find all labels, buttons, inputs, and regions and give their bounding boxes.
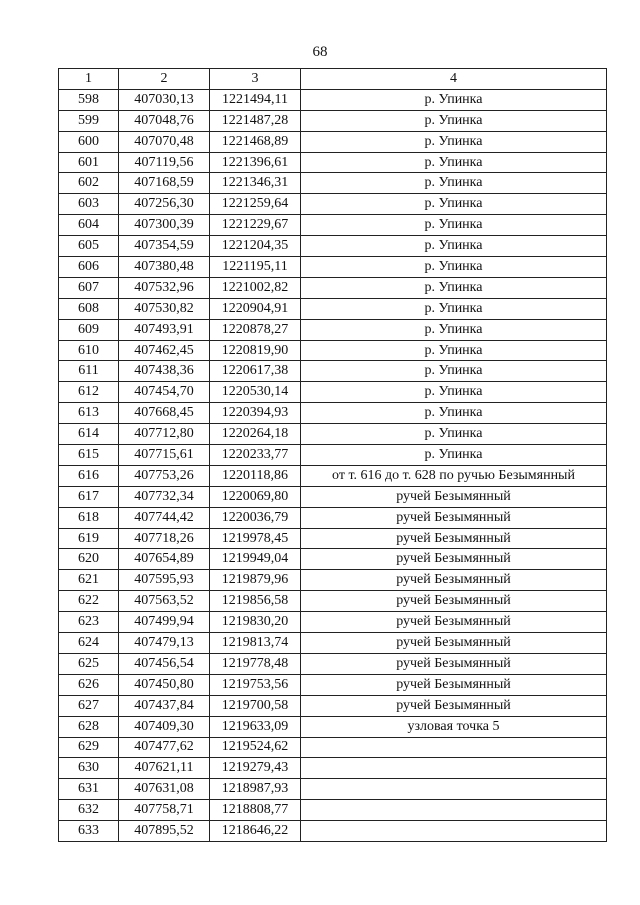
table-row <box>59 257 607 278</box>
table-row <box>59 403 607 424</box>
description-cell: р. Упинка <box>301 361 607 382</box>
y-coordinate-cell: 1221195,11 <box>210 257 301 278</box>
table-row <box>59 445 607 466</box>
point-number-cell: 599 <box>59 110 119 131</box>
description-cell: ручей Безымянный <box>301 695 607 716</box>
table-row <box>59 298 607 319</box>
point-number-cell: 623 <box>59 612 119 633</box>
description-cell: ручей Безымянный <box>301 549 607 570</box>
x-coordinate-cell: 407437,84 <box>119 695 210 716</box>
point-number-cell: 622 <box>59 591 119 612</box>
description-cell <box>301 758 607 779</box>
y-coordinate-cell: 1220878,27 <box>210 319 301 340</box>
y-coordinate-cell: 1221002,82 <box>210 277 301 298</box>
header-col-1: 1 <box>59 69 119 90</box>
y-coordinate-cell: 1218808,77 <box>210 800 301 821</box>
point-number-cell: 625 <box>59 653 119 674</box>
description-cell: р. Упинка <box>301 340 607 361</box>
y-coordinate-cell: 1219778,48 <box>210 653 301 674</box>
table-row <box>59 194 607 215</box>
x-coordinate-cell: 407530,82 <box>119 298 210 319</box>
point-number-cell: 629 <box>59 737 119 758</box>
description-cell: ручей Безымянный <box>301 653 607 674</box>
table-row <box>59 215 607 236</box>
table-row <box>59 340 607 361</box>
y-coordinate-cell: 1221487,28 <box>210 110 301 131</box>
y-coordinate-cell: 1219524,62 <box>210 737 301 758</box>
y-coordinate-cell: 1221346,31 <box>210 173 301 194</box>
y-coordinate-cell: 1220904,91 <box>210 298 301 319</box>
table-row <box>59 277 607 298</box>
description-cell: р. Упинка <box>301 382 607 403</box>
x-coordinate-cell: 407532,96 <box>119 277 210 298</box>
description-cell: р. Упинка <box>301 257 607 278</box>
description-cell: р. Упинка <box>301 215 607 236</box>
y-coordinate-cell: 1220069,80 <box>210 486 301 507</box>
x-coordinate-cell: 407668,45 <box>119 403 210 424</box>
table-body <box>59 89 607 841</box>
y-coordinate-cell: 1220118,86 <box>210 465 301 486</box>
page-number: 68 <box>312 44 328 60</box>
description-cell <box>301 800 607 821</box>
table-row <box>59 821 607 842</box>
point-number-cell: 600 <box>59 131 119 152</box>
point-number-cell: 606 <box>59 257 119 278</box>
point-number-cell: 608 <box>59 298 119 319</box>
x-coordinate-cell: 407563,52 <box>119 591 210 612</box>
y-coordinate-cell: 1219879,96 <box>210 570 301 591</box>
description-cell: ручей Безымянный <box>301 528 607 549</box>
y-coordinate-cell: 1220819,90 <box>210 340 301 361</box>
x-coordinate-cell: 407454,70 <box>119 382 210 403</box>
table-row <box>59 549 607 570</box>
y-coordinate-cell: 1219753,56 <box>210 674 301 695</box>
x-coordinate-cell: 407479,13 <box>119 633 210 654</box>
x-coordinate-cell: 407715,61 <box>119 445 210 466</box>
table-row <box>59 89 607 110</box>
x-coordinate-cell: 407450,80 <box>119 674 210 695</box>
point-number-cell: 632 <box>59 800 119 821</box>
header-col-4: 4 <box>301 69 607 90</box>
x-coordinate-cell: 407712,80 <box>119 424 210 445</box>
point-number-cell: 631 <box>59 779 119 800</box>
point-number-cell: 627 <box>59 695 119 716</box>
table-row <box>59 612 607 633</box>
table-row <box>59 152 607 173</box>
x-coordinate-cell: 407380,48 <box>119 257 210 278</box>
table-row <box>59 507 607 528</box>
x-coordinate-cell: 407070,48 <box>119 131 210 152</box>
y-coordinate-cell: 1219813,74 <box>210 633 301 654</box>
x-coordinate-cell: 407631,08 <box>119 779 210 800</box>
description-cell: ручей Безымянный <box>301 633 607 654</box>
y-coordinate-cell: 1221229,67 <box>210 215 301 236</box>
table-row <box>59 528 607 549</box>
table-row <box>59 361 607 382</box>
point-number-cell: 618 <box>59 507 119 528</box>
x-coordinate-cell: 407119,56 <box>119 152 210 173</box>
table-row <box>59 424 607 445</box>
description-cell: р. Упинка <box>301 298 607 319</box>
x-coordinate-cell: 407753,26 <box>119 465 210 486</box>
x-coordinate-cell: 407595,93 <box>119 570 210 591</box>
header-col-2: 2 <box>119 69 210 90</box>
y-coordinate-cell: 1220036,79 <box>210 507 301 528</box>
table-row <box>59 758 607 779</box>
table-row <box>59 236 607 257</box>
description-cell: р. Упинка <box>301 236 607 257</box>
point-number-cell: 613 <box>59 403 119 424</box>
point-number-cell: 609 <box>59 319 119 340</box>
point-number-cell: 611 <box>59 361 119 382</box>
description-cell: р. Упинка <box>301 194 607 215</box>
x-coordinate-cell: 407744,42 <box>119 507 210 528</box>
point-number-cell: 619 <box>59 528 119 549</box>
description-cell: р. Упинка <box>301 277 607 298</box>
x-coordinate-cell: 407168,59 <box>119 173 210 194</box>
table-row <box>59 131 607 152</box>
y-coordinate-cell: 1219830,20 <box>210 612 301 633</box>
description-cell <box>301 779 607 800</box>
y-coordinate-cell: 1218987,93 <box>210 779 301 800</box>
description-cell: ручей Безымянный <box>301 486 607 507</box>
y-coordinate-cell: 1220394,93 <box>210 403 301 424</box>
description-cell: ручей Безымянный <box>301 507 607 528</box>
y-coordinate-cell: 1219279,43 <box>210 758 301 779</box>
y-coordinate-cell: 1219700,58 <box>210 695 301 716</box>
description-cell: р. Упинка <box>301 152 607 173</box>
x-coordinate-cell: 407621,11 <box>119 758 210 779</box>
x-coordinate-cell: 407300,39 <box>119 215 210 236</box>
table-row <box>59 800 607 821</box>
x-coordinate-cell: 407493,91 <box>119 319 210 340</box>
y-coordinate-cell: 1219856,58 <box>210 591 301 612</box>
point-number-cell: 602 <box>59 173 119 194</box>
point-number-cell: 598 <box>59 89 119 110</box>
header-col-3: 3 <box>210 69 301 90</box>
x-coordinate-cell: 407456,54 <box>119 653 210 674</box>
point-number-cell: 630 <box>59 758 119 779</box>
table-row <box>59 382 607 403</box>
y-coordinate-cell: 1221396,61 <box>210 152 301 173</box>
point-number-cell: 610 <box>59 340 119 361</box>
y-coordinate-cell: 1218646,22 <box>210 821 301 842</box>
x-coordinate-cell: 407462,45 <box>119 340 210 361</box>
description-cell: узловая точка 5 <box>301 716 607 737</box>
y-coordinate-cell: 1220264,18 <box>210 424 301 445</box>
y-coordinate-cell: 1220617,38 <box>210 361 301 382</box>
description-cell: ручей Безымянный <box>301 591 607 612</box>
description-cell: р. Упинка <box>301 424 607 445</box>
table-row <box>59 110 607 131</box>
point-number-cell: 612 <box>59 382 119 403</box>
table-row <box>59 653 607 674</box>
table-row <box>59 674 607 695</box>
point-number-cell: 624 <box>59 633 119 654</box>
description-cell: ручей Безымянный <box>301 612 607 633</box>
x-coordinate-cell: 407758,71 <box>119 800 210 821</box>
point-number-cell: 607 <box>59 277 119 298</box>
x-coordinate-cell: 407477,62 <box>119 737 210 758</box>
x-coordinate-cell: 407409,30 <box>119 716 210 737</box>
y-coordinate-cell: 1220530,14 <box>210 382 301 403</box>
y-coordinate-cell: 1221494,11 <box>210 89 301 110</box>
point-number-cell: 601 <box>59 152 119 173</box>
x-coordinate-cell: 407048,76 <box>119 110 210 131</box>
table-row <box>59 779 607 800</box>
point-number-cell: 633 <box>59 821 119 842</box>
x-coordinate-cell: 407030,13 <box>119 89 210 110</box>
description-cell: р. Упинка <box>301 319 607 340</box>
table-header-row <box>59 69 607 90</box>
point-number-cell: 615 <box>59 445 119 466</box>
y-coordinate-cell: 1220233,77 <box>210 445 301 466</box>
x-coordinate-cell: 407438,36 <box>119 361 210 382</box>
y-coordinate-cell: 1219949,04 <box>210 549 301 570</box>
point-number-cell: 605 <box>59 236 119 257</box>
point-number-cell: 614 <box>59 424 119 445</box>
description-cell: р. Упинка <box>301 110 607 131</box>
table-row <box>59 486 607 507</box>
y-coordinate-cell: 1219978,45 <box>210 528 301 549</box>
x-coordinate-cell: 407256,30 <box>119 194 210 215</box>
x-coordinate-cell: 407718,26 <box>119 528 210 549</box>
coordinates-table <box>58 68 607 842</box>
y-coordinate-cell: 1219633,09 <box>210 716 301 737</box>
x-coordinate-cell: 407499,94 <box>119 612 210 633</box>
y-coordinate-cell: 1221259,64 <box>210 194 301 215</box>
point-number-cell: 620 <box>59 549 119 570</box>
point-number-cell: 626 <box>59 674 119 695</box>
point-number-cell: 628 <box>59 716 119 737</box>
table-row <box>59 319 607 340</box>
description-cell: р. Упинка <box>301 131 607 152</box>
description-cell: ручей Безымянный <box>301 674 607 695</box>
table-row <box>59 570 607 591</box>
table-row <box>59 173 607 194</box>
description-cell <box>301 737 607 758</box>
description-cell: р. Упинка <box>301 445 607 466</box>
table-row <box>59 695 607 716</box>
point-number-cell: 617 <box>59 486 119 507</box>
point-number-cell: 621 <box>59 570 119 591</box>
point-number-cell: 616 <box>59 465 119 486</box>
table-row <box>59 633 607 654</box>
y-coordinate-cell: 1221468,89 <box>210 131 301 152</box>
description-cell: ручей Безымянный <box>301 570 607 591</box>
description-cell: р. Упинка <box>301 173 607 194</box>
table-row <box>59 737 607 758</box>
x-coordinate-cell: 407354,59 <box>119 236 210 257</box>
x-coordinate-cell: 407654,89 <box>119 549 210 570</box>
description-cell: от т. 616 до т. 628 по ручью Безымянный <box>301 465 607 486</box>
x-coordinate-cell: 407732,34 <box>119 486 210 507</box>
table-row <box>59 591 607 612</box>
table-row <box>59 465 607 486</box>
table-row <box>59 716 607 737</box>
x-coordinate-cell: 407895,52 <box>119 821 210 842</box>
description-cell: р. Упинка <box>301 403 607 424</box>
point-number-cell: 603 <box>59 194 119 215</box>
y-coordinate-cell: 1221204,35 <box>210 236 301 257</box>
point-number-cell: 604 <box>59 215 119 236</box>
description-cell <box>301 821 607 842</box>
description-cell: р. Упинка <box>301 89 607 110</box>
